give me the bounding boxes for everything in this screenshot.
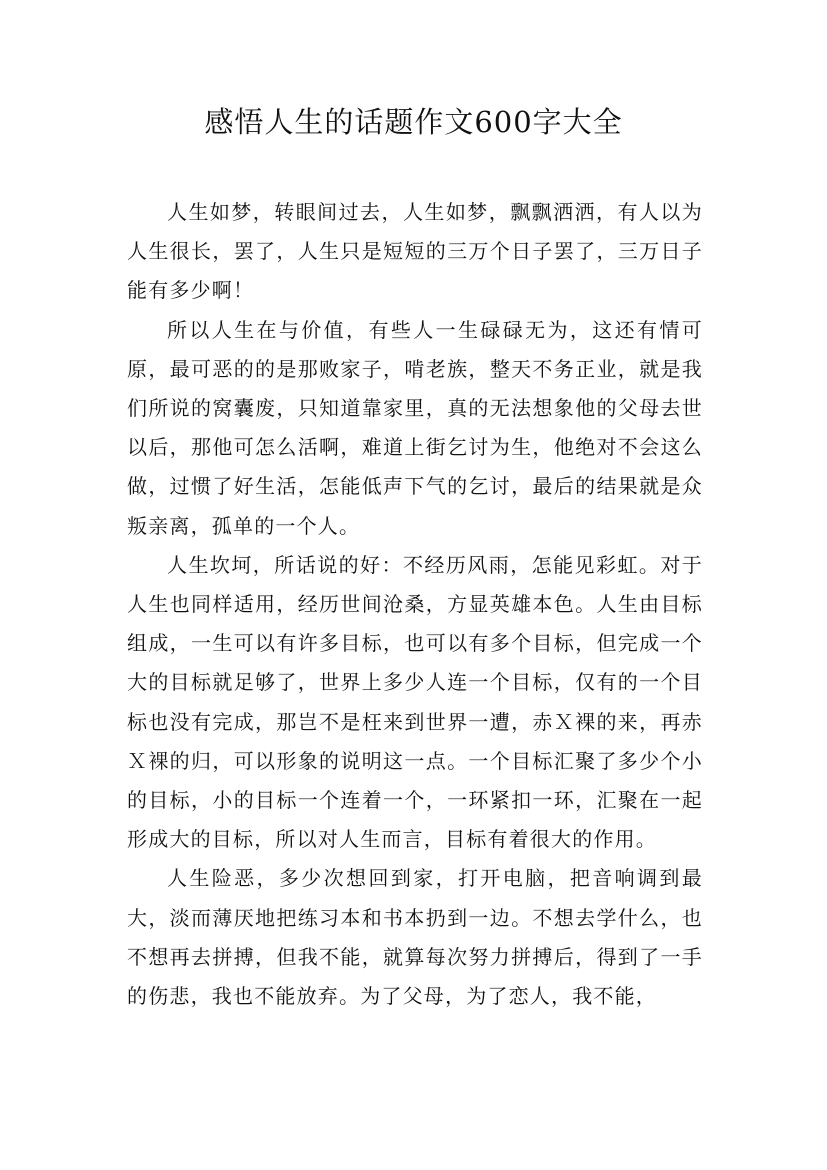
paragraph-4: 人生险恶，多少次想回到家，打开电脑，把音响调到最大，淡而薄厌地把练习本和书本扔到一边。不想去学什么，也不想再去拼搏，但我不能，就算每次努力拼搏后，得到了一手的伤悲，我也不能放弃。为了父母，为了恋人，我不能， — [127, 866, 703, 1009]
document-body — [127, 193, 703, 1016]
paragraph-3: 人生坎坷，所话说的好：不经历风雨，怎能见彩虹。对于人生也同样适用，经历世间沧桑，方显英雄本色。人生由目标组成，一生可以有许多目标，也可以有多个目标，但完成一个大的目标就足够了，世界上多少人连一个目标，仅有的一个目标也没有完成，那岂不是枉来到世界一遭，赤Ｘ裸的来，再赤Ｘ裸的归，可以形象的说明这一点。一个目标汇聚了多少个小的目标，小的目标一个连着一个，一环紧扣一环，汇聚在一起形成大的目标，所以对人生而言，目标有着很大的作用。 — [127, 552, 703, 852]
document-title: 感悟人生的话题作文600字大全 — [204, 105, 623, 139]
paragraph-2: 所以人生在与价值，有些人一生碌碌无为，这还有情可原，最可恶的的是那败家子，啃老族，整天不务正业，就是我们所说的窝囊废，只知道靠家里，真的无法想象他的父母去世以后，那他可怎么活啊，难道上街乞讨为生，他绝对不会这么做，过惯了好生活，怎能低声下气的乞讨，最后的结果就是众叛亲离，孤单的一个人。 — [127, 317, 703, 538]
paragraph-1: 人生如梦，转眼间过去，人生如梦，飘飘洒洒，有人以为人生很长，罢了，人生只是短短的三万个日子罢了，三万日子能有多少啊！ — [127, 200, 703, 303]
